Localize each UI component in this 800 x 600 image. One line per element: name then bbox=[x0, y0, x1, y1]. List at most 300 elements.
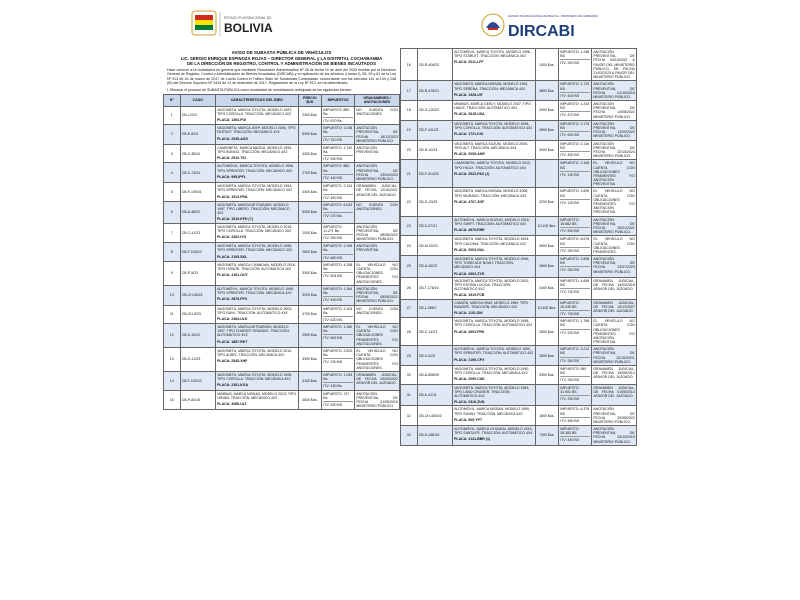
row-description bbox=[215, 106, 298, 125]
row-precio: 10.400 $us. bbox=[535, 299, 559, 318]
row-description-text: AUTOMÓVIL, MARCA TOYOTA, MODELO 1995, TIPO SPRINTER. TRACCIÓN: MECÁNICA 4X2 bbox=[217, 286, 294, 295]
row-itv: ITV: 450 BS bbox=[560, 436, 590, 442]
right-column bbox=[400, 48, 637, 600]
row-impuesto: IMPUESTO: 2.199 Bs. bbox=[323, 244, 353, 253]
table-row bbox=[164, 243, 400, 262]
row-placa: PLACA: 4161-GUY bbox=[217, 273, 248, 278]
row-impuesto: IMPUESTO: 6.379 BS bbox=[560, 407, 590, 416]
row-itv: ITV: 330 BS. bbox=[323, 401, 353, 407]
row-description bbox=[452, 318, 535, 346]
row-description-text: VAGONETA, MARCA TOYOTA, MODELO 1997, TIPO COROLLA. TRACCIÓN: MECÁNICO 4X2 bbox=[217, 107, 293, 116]
row-description-text: AUTOMÓVIL, MARCA HYUNDAI, MODELO 2015, TIPO SANTA FE. TRACCIÓN: AUTOMÁTICO 4X4 bbox=[454, 427, 533, 436]
row-caso: CB-A-26/23 bbox=[417, 256, 452, 278]
row-impuesto: IMPUESTO: 1.038 Bs. bbox=[323, 126, 353, 135]
row-gravamenes: ANOTACIÓN PREVENTIVA, DE FECHA 11/09/2022 MINISTERIO PÚBLICO. bbox=[593, 121, 635, 139]
row-itv: ITV: 330 BS bbox=[560, 247, 590, 253]
row-precio: 3200 $us. bbox=[298, 285, 322, 305]
row-gravamenes: ANOTACIÓN PREVENTIVA, DE FECHA 29/08/2022 MINISTERIO PÚBLICO. bbox=[593, 407, 635, 424]
row-precio: 2600 $us. bbox=[535, 318, 559, 346]
row-precio: 3100 $us. bbox=[298, 371, 322, 390]
row-gravamenes: ANOTACIÓN PREVENTIVA, DE FECHA 22/10/2023 MINISTERIO PÚBLICO. bbox=[593, 141, 635, 159]
row-caso: CB-E-8/23 bbox=[180, 125, 215, 145]
row-description-text: VAGONETA, MARCA TOYOTA, MODELO 1990, TIPO COROLLA. TRACCIÓN: MECÁNICA 4X2 bbox=[454, 367, 530, 376]
row-precio: 3800 $us. bbox=[535, 81, 559, 101]
row-itv: ITV: 530 BS bbox=[560, 227, 590, 233]
row-description bbox=[452, 120, 535, 140]
row-description-text: VAGONETA, MARCA TOYOTA, MODELO 1996, TIPO TOWN ACE NOAH. TRACCIÓN: MECÁNICO 4X4 bbox=[454, 257, 530, 270]
row-number: 3 bbox=[164, 144, 181, 163]
table-row bbox=[401, 256, 637, 278]
row-description-text: VAGONETA, MARCA SUZUKI, MODELO 2006, TIPO ALT. TRACCIÓN: MECÁNICA 4X4 bbox=[454, 141, 529, 150]
row-itv: ITV: 620 BS. bbox=[323, 316, 353, 322]
row-gravamenes: EL VEHÍCULO NO CUENTA CON OBLIGACIONES PENDIENTES Y/O ANOTACIÓN PREVENTIVA bbox=[593, 189, 635, 215]
row-caso: CB-CH-9/23 bbox=[180, 305, 215, 324]
row-impuesto: IMPUESTO: 2.212 BS bbox=[560, 347, 590, 356]
row-gravamenes: EL VEHÍCULO NO CUENTA CON OBLIGACIONES PENDIENTES Y/O ANOTACIONES. bbox=[356, 325, 398, 346]
row-impuesto: IMPUESTO: 31.901 BS bbox=[560, 385, 580, 394]
table-row bbox=[401, 406, 637, 426]
row-impuestos bbox=[322, 371, 355, 390]
row-itv: ITV: 130 BS bbox=[560, 199, 590, 205]
row-impuestos bbox=[322, 201, 355, 223]
row-gravamenes: GRAVAMEN JUDICIAL, DE FECHA 09/03/2022 AFAVOR DEL JUZGADO. bbox=[355, 371, 400, 390]
row-impuestos bbox=[559, 346, 592, 366]
row-impuestos bbox=[322, 223, 355, 243]
row-impuesto: IMPUESTO: 1.766 BS bbox=[560, 319, 590, 328]
row-caso: CB-T-176/16 bbox=[417, 277, 452, 299]
row-description bbox=[452, 366, 535, 385]
row-precio: 3200 $us. bbox=[535, 188, 559, 216]
row-caso: CB-A-48/22 bbox=[180, 201, 215, 223]
table-row bbox=[401, 346, 637, 366]
row-number: 16 bbox=[401, 49, 418, 81]
row-impuestos bbox=[322, 305, 355, 324]
row-impuestos bbox=[322, 324, 355, 348]
row-impuestos bbox=[322, 390, 355, 410]
row-number: 20 bbox=[401, 140, 418, 160]
row-placa: PLACA: 1819-KFH (?) bbox=[217, 217, 253, 222]
row-precio: 4700 $us. bbox=[298, 305, 322, 324]
row-impuesto: IMPUESTO: 2.346 BS bbox=[560, 161, 590, 170]
row-description-text: VAGONETA, MARCA TOYOTA, MODELO 1989, TIPO LAND CRUISER. TRACCIÓN: AUTOMÁTICO 4X4 bbox=[454, 385, 530, 398]
row-itv: ITV: 430 Bs. bbox=[323, 382, 353, 388]
row-precio: 2700 $us. bbox=[298, 163, 322, 183]
row-description-text: AUTOMÓVIL, MARCA TOYOTA, MODELO 1996, TIPO SPRINTER. TRACCIÓN: MECÁNICO 4X2 bbox=[217, 164, 294, 173]
row-description bbox=[215, 305, 298, 324]
row-placa: PLACA: 4262-IYG bbox=[217, 234, 247, 239]
row-impuesto: IMPUESTO: 6.675 BS bbox=[560, 237, 590, 246]
row-precio: 3500 $us. bbox=[535, 236, 559, 256]
row-precio: 10.100 $us. bbox=[535, 216, 559, 236]
row-impuesto: IMPUESTO: 950 BS bbox=[560, 367, 587, 376]
row-precio: 4300 $us. bbox=[298, 144, 322, 163]
row-caso: CB-X-35/24 bbox=[180, 144, 215, 163]
row-placa: PLACA: 3088-ULT. bbox=[217, 401, 248, 406]
row-impuestos bbox=[559, 366, 592, 385]
row-impuesto: IMPUESTO: 1.729 BS bbox=[560, 82, 590, 91]
row-impuesto: IMPUESTO: 2.124 Bs. bbox=[323, 184, 353, 193]
row-caso: CB-A-808/09 bbox=[417, 366, 452, 385]
row-gravamenes: NO CUENTA CON ANOTACIONES. bbox=[355, 201, 400, 223]
row-precio: 2400 $us. bbox=[298, 106, 322, 125]
row-description bbox=[215, 390, 298, 410]
row-description-text: VAGONETA, MARCA TOYOTA, MODELO 1995, TIPO COROLLA. TRACCIÓN: MECÁNICA 4X2 bbox=[217, 372, 293, 382]
row-placa: PLACA: 1101-SIK bbox=[454, 310, 483, 315]
row-number: 7 bbox=[164, 223, 181, 243]
row-impuesto: IMPUESTO: 1.053 Bs. bbox=[323, 372, 353, 382]
row-precio bbox=[535, 384, 559, 406]
row-number: 6 bbox=[164, 201, 181, 223]
row-itv: ITV: 730 BS bbox=[560, 288, 590, 294]
row-impuestos bbox=[559, 299, 592, 318]
row-number: 8 bbox=[164, 243, 181, 262]
row-caso: CB-F-101/21 bbox=[417, 120, 452, 140]
row-placa: PLACA: 2195-SKL bbox=[217, 254, 248, 259]
row-placa: PLACA: 2196-CPX bbox=[454, 357, 485, 362]
row-description bbox=[215, 223, 298, 243]
row-gravamenes: ANOTACIÓN PREVENTIVA, DE FECHA 01/10/2015 MINISTERIO PÚBLICO. bbox=[593, 82, 635, 99]
row-impuesto: IMPUESTO: 1.354 Bs. bbox=[323, 286, 353, 295]
doc-item-i: I. Efectuar el proceso de SUBASTA PÚBLICA como modalidad de monetización anticipada de los siguientes bienes: bbox=[167, 87, 352, 92]
row-impuesto: IMPUESTO: 11.271 Bs. bbox=[323, 224, 343, 233]
table-row bbox=[401, 277, 637, 299]
row-precio: 2500 $us. bbox=[535, 346, 559, 366]
row-impuesto: IMPUESTO: 28.383 BS bbox=[560, 427, 580, 436]
row-precio: 3300 $us. bbox=[298, 348, 322, 372]
table-row bbox=[164, 201, 400, 223]
row-gravamenes: NO CUENTA CON ANOTACIONES. bbox=[355, 305, 400, 324]
row-impuestos bbox=[322, 125, 355, 145]
row-description bbox=[452, 49, 535, 81]
row-precio: 2800 $us. bbox=[535, 120, 559, 140]
row-placa: PLACA: 2035-AIZX bbox=[217, 136, 249, 141]
row-precio: 3000 $us. bbox=[535, 140, 559, 160]
vehicle-table-right bbox=[400, 48, 637, 446]
row-number: 32 bbox=[401, 406, 418, 426]
row-precio: 3400 $us. bbox=[298, 183, 322, 202]
table-row bbox=[401, 366, 637, 385]
row-itv: ITV: 630 BS bbox=[560, 131, 590, 137]
row-impuestos bbox=[559, 160, 592, 188]
row-gravamenes: ANOTACIÓN PREVENTIVA, DE FECHA 08/08/2022 MINISTERIO PÚBLICO. bbox=[356, 286, 398, 304]
table-row bbox=[164, 261, 400, 285]
row-description-text: CAMIÓN, MARCA HINO, MODELO 1989, TIPO RANGER. TRACCIÓN: MECÁNICO 4X2 bbox=[454, 300, 529, 309]
row-gravamenes: ANOTACIÓN PREVENTIVA, DE FECHA 14/08/2022 MINISTERIO PÚBLICO. bbox=[593, 102, 635, 119]
row-description bbox=[215, 243, 298, 262]
row-placa: PLACA: 4707-ZGF bbox=[454, 199, 485, 204]
row-description bbox=[215, 183, 298, 202]
row-number: 17 bbox=[401, 81, 418, 101]
row-impuesto: IMPUESTO: 1.242 BS bbox=[560, 102, 590, 111]
row-impuesto: IMPUESTO: 1.180 Bs. bbox=[323, 325, 353, 334]
row-description bbox=[452, 256, 535, 278]
row-impuesto: IMPUESTO: 850 Bs. bbox=[323, 107, 350, 116]
row-placa: PLACA: 4141-BBR (1) bbox=[454, 437, 491, 442]
bolivia-logo bbox=[190, 8, 300, 40]
table-row bbox=[164, 106, 400, 125]
row-description bbox=[215, 371, 298, 390]
row-gravamenes: ANOTACIÓN PREVENTIVA, DE FECHA 25/01/2021 MINISTERIO PÚBLICO. bbox=[593, 217, 635, 235]
row-impuesto: IMPUESTO: 1.742 Bs. bbox=[323, 145, 353, 155]
header-gravamenes: GRAVÁMENES / ANOTACIONES bbox=[355, 94, 400, 106]
row-impuesto: IMPUESTO: 4.258 Bs. bbox=[323, 262, 353, 271]
row-description-text: VAGONETA, MARCA TOYOTA, MODELO 1996, TIPO SPRINTER. TRACCIÓN: MECÁNICO 4X2 bbox=[217, 244, 293, 253]
table-row bbox=[164, 348, 400, 372]
row-placa: PLACA: 1721-KIU bbox=[454, 132, 484, 137]
bolivia-emblem-icon bbox=[192, 11, 216, 35]
row-description-text: AUTOMÓVIL, MARCA TOYOTA, MODELO 1996, TIPO STARLET. TRACCIÓN: MECÁNICA 4X2 bbox=[454, 50, 531, 59]
row-gravamenes: ANOTACIÓN PREVENTIVA, DE FECHA 21/05/2015 MINISTERIO PÚBLICO. bbox=[356, 391, 398, 409]
row-description bbox=[215, 125, 298, 145]
row-precio: 2400 $us. bbox=[535, 49, 559, 81]
row-impuesto: IMPUESTO: 747 Bs. bbox=[323, 391, 350, 400]
row-caso: CB-G-485/19 bbox=[417, 426, 452, 446]
row-impuestos bbox=[322, 243, 355, 262]
row-placa: PLACA: 2008-AKR bbox=[454, 151, 485, 156]
row-description-text: VAGONETA, MARCA TOYOTA, MODELO 2010, TIPO AURIS. TRACCIÓN: MECÁNICA 4X2 bbox=[217, 349, 293, 358]
row-placa: PLACA: 2090-CUK bbox=[454, 377, 485, 382]
row-impuestos bbox=[559, 216, 592, 236]
row-number: 11 bbox=[164, 305, 181, 324]
row-number: 13 bbox=[164, 348, 181, 372]
table-row bbox=[401, 318, 637, 346]
row-itv: ITV: 310 BS. bbox=[323, 136, 353, 142]
row-itv: ITV: 230 BS bbox=[560, 329, 590, 335]
table-row bbox=[401, 236, 637, 256]
row-impuestos bbox=[559, 277, 592, 299]
row-gravamenes: GRAVAMEN JUDICIAL, DE FECHA 14/03/2016 AFAVOR DEL JUZGADO. bbox=[592, 277, 637, 299]
row-description bbox=[215, 201, 298, 223]
row-caso: CB-CH-405/22 bbox=[417, 406, 452, 426]
row-itv: ITV: 440 BS. bbox=[323, 174, 353, 180]
row-itv: ITV: 330 BS bbox=[560, 59, 590, 65]
table-row bbox=[401, 120, 637, 140]
row-description bbox=[215, 285, 298, 305]
row-impuestos bbox=[322, 163, 355, 183]
row-itv: ITV: 230 BS. bbox=[323, 358, 353, 364]
row-precio: 1000 $us. bbox=[298, 223, 322, 243]
row-impuesto: IMPUESTO: 1.808 BS bbox=[560, 257, 590, 266]
row-precio: 3300 $us. bbox=[535, 366, 559, 385]
row-caso: CB-C-41/22 bbox=[180, 223, 215, 243]
table-row bbox=[401, 426, 637, 446]
row-placa: PLACA: 2603-FRK bbox=[454, 329, 485, 334]
row-itv: ITV: 390 BS. bbox=[323, 234, 353, 240]
row-caso: CB-R-406/22 bbox=[417, 49, 452, 81]
row-description-text: MINIBUS, MARCA GEELY, MODELO 2007, TIPO HIACE. TRACCIÓN: AUTOMÁTICO 4X2 bbox=[454, 102, 531, 111]
row-description-text: MINIBUS, MARCA NISSAN, MODELO 2013, TIPO URVAN. TRACCIÓN: MECÁNICO 4X2 bbox=[217, 391, 296, 400]
table-row bbox=[164, 285, 400, 305]
row-gravamenes: ANOTACIÓN PREVENTIVA, DE FECHA 04/10/2021 A FAVOR DEL MINISTERIO PÚBLICO, DE FECHA 21/03/2023 A FAVOR DEL MINISTERIO PÚBLICO bbox=[593, 50, 635, 80]
row-caso: CB-R-476/21 bbox=[417, 81, 452, 101]
dircabi-logo-main: DIRCABI bbox=[508, 23, 575, 40]
row-caso: CB-L-289/7 bbox=[417, 299, 452, 318]
row-caso: CB-C-67/21 bbox=[417, 216, 452, 236]
row-precio: 2400 $us. bbox=[535, 277, 559, 299]
row-itv: ITV: 330 BS bbox=[560, 395, 590, 401]
row-description-text: AUTOMÓVIL, MARCA TOYOTA, MODELO 1990, TIPO SPRINTER. TRACCIÓN: AUTOMÁTICO 4X2 bbox=[454, 347, 534, 356]
row-number: 15 bbox=[164, 390, 181, 410]
row-gravamenes: ANOTACIÓN PREVENTIVA, DE FECHA 24/10/2019 MINISTERIO PÚBLICO. bbox=[593, 427, 635, 444]
header-num: Nº bbox=[164, 94, 181, 106]
row-number: 27 bbox=[401, 299, 418, 318]
row-gravamenes: EL VEHÍCULO NO CUENTA CON OBLIGACIONES PENDIENTES Y/O ANOTACIONES. bbox=[356, 262, 398, 284]
row-description bbox=[215, 348, 298, 372]
row-impuesto: IMPUESTO: 860 Bs. bbox=[323, 164, 350, 173]
row-gravamenes: ANOTACIÓN PREVENTIVA. bbox=[355, 144, 400, 163]
table-row bbox=[401, 49, 637, 81]
row-itv: ITV: 530 BS. bbox=[323, 155, 353, 161]
row-impuesto: IMPUESTO: 2.179 BS bbox=[560, 121, 590, 130]
row-impuesto: IMPUESTO: 2.103 Bs. bbox=[323, 306, 353, 315]
table-row bbox=[401, 188, 637, 216]
row-itv: ITV: 330 BS bbox=[560, 376, 590, 382]
row-impuestos bbox=[322, 285, 355, 305]
row-gravamenes: GRAVAMEN JUDICIAL, DE FECHA 01/08/2014 AFAVOR DEL JUZGADO. bbox=[592, 384, 637, 406]
bolivia-logo-main: BOLIVIA bbox=[224, 21, 273, 35]
row-description-text: CAMIONETA, MARCA MAZDA, MODELO 1994, TIPO BONGO. TRACCIÓN: MECÁNICO 4X2 bbox=[217, 145, 293, 155]
row-description bbox=[452, 277, 535, 299]
row-itv: ITV: 450 BS bbox=[560, 417, 590, 423]
row-impuestos bbox=[559, 120, 592, 140]
row-precio: 3200 $us. bbox=[298, 201, 322, 223]
row-placa: PLACA: 905-YPT bbox=[454, 417, 483, 422]
table-row bbox=[164, 390, 400, 410]
doc-intro: Hace conocer a la ciudadanía en general que mediante Resolución Administrativa Nº 35 de fecha 10 de abril del 2025 emitida por la Dirección General de Registro, Control y Administración de Bienes Incautados (DIRCABI) y en aplicación de los artículos 4 inciso f), 55, 59 y 61 de la Ley Nº 913 de 16 de marzo de 2017 de Lucha Contra el Tráfico Ilícito de Sustancias Controladas, concordante con los artículos 141 al 144 y 148 (III) del Decreto Supremo Nº 3434 de 13 de diciembre de 2017, Reglamento de la Ley Nº 913, se ha determinado: bbox=[167, 68, 396, 86]
row-number: 23 bbox=[401, 216, 418, 236]
row-description-text: AUTOMÓVIL, MARCA SUZUKI, MODELO 2016, TIPO SWIFT. TRACCIÓN: AUTOMÁTICO 4X2 bbox=[454, 217, 530, 226]
table-row bbox=[401, 160, 637, 188]
doc-subtitle-2: DE LA DIRECCIÓN DE REGISTRO, CONTROL Y ADMINISTRACIÓN DE BIENES INCAUTADOS bbox=[187, 61, 376, 66]
row-gravamenes: ANOTACIÓN PREVENTIVA. bbox=[355, 243, 400, 262]
row-number: 28 bbox=[401, 318, 418, 346]
row-gravamenes: GRAVAMEN JUDICIAL, DE FECHA 12/10/2021 AFAVOR DEL JUZGADO. bbox=[355, 183, 400, 202]
row-number: 12 bbox=[164, 324, 181, 348]
page-header bbox=[0, 0, 800, 46]
row-placa: PLACA: 1919-FCB bbox=[454, 293, 485, 298]
row-itv: ITV: 470 BS bbox=[560, 111, 590, 117]
row-impuestos bbox=[559, 188, 592, 216]
row-caso: CB-P-5/23 bbox=[180, 261, 215, 285]
row-number: 14 bbox=[164, 371, 181, 390]
table-row bbox=[164, 125, 400, 145]
row-description bbox=[452, 188, 535, 216]
row-description-text: VAGONETA, MARCA MITSUBISHI, MODELO 1997, TIPO LIBERO. TRACCIÓN: MECÁNICO 4X2 bbox=[217, 202, 290, 216]
row-precio: 2900 $us. bbox=[298, 324, 322, 348]
row-itv: ITV: 670 Bs. bbox=[323, 117, 353, 123]
row-number: 29 bbox=[401, 346, 418, 366]
row-impuestos bbox=[559, 236, 592, 256]
row-precio: 6300 $us. bbox=[298, 125, 322, 145]
row-impuestos bbox=[322, 261, 355, 285]
row-number: 25 bbox=[401, 256, 418, 278]
row-description-text: VAGONETA, MARCA TOYOTA, MODELO 1994, TIPO CALDINA. TRACCIÓN: MECÁNICA 4X2 bbox=[454, 237, 530, 246]
row-gravamenes: EL VEHÍCULO NO CUENTA CON OBLIGACIONES PENDIENTES Y/O ANOTACIÓN PREVENTIVA. bbox=[593, 319, 635, 345]
row-gravamenes: ANOTACIÓN PREVENTIVA, DE FECHA 18/12/2023 MINISTERIO PÚBLICO bbox=[356, 126, 398, 143]
row-number: 31 bbox=[401, 384, 418, 406]
row-precio: 7300 $us. bbox=[535, 426, 559, 446]
row-description-text: VAGONETA, MARCA NISSAN, MODELO 1994, TIPO SERENA. TRACCIÓN: MECÁNICA 4X2 bbox=[454, 82, 529, 91]
row-description bbox=[452, 160, 535, 188]
row-impuestos bbox=[559, 384, 592, 406]
row-description-text: VAGONETA, MARCA TOYOTA, MODELO 1998, TIPO COROLLA. TRACCIÓN: AUTOMÁTICO 4X2 bbox=[454, 121, 533, 130]
table-row bbox=[401, 101, 637, 121]
row-placa: PLACA: 1926-UIT bbox=[454, 92, 483, 97]
left-column bbox=[163, 48, 400, 600]
row-caso: CB-X-73/24 bbox=[180, 163, 215, 183]
table-row bbox=[164, 324, 400, 348]
row-itv: ITV: 130 BS bbox=[560, 171, 590, 177]
row-impuestos bbox=[559, 426, 592, 446]
row-number: 21 bbox=[401, 160, 418, 188]
row-itv: ITV: 730 BS bbox=[560, 310, 590, 316]
row-impuesto: IMPUESTO: 6.043 Bs. bbox=[323, 202, 353, 211]
row-number: 1 bbox=[164, 106, 181, 125]
row-impuestos bbox=[559, 406, 592, 426]
row-description bbox=[452, 406, 535, 426]
table-row bbox=[401, 140, 637, 160]
row-caso: CB-K-41/11 bbox=[417, 384, 452, 406]
row-description bbox=[452, 299, 535, 318]
header-caracteristicas: CARACTERÍSTICAS DEL BIEN bbox=[215, 94, 298, 106]
row-number: 19 bbox=[401, 120, 418, 140]
row-number: 30 bbox=[401, 366, 418, 385]
row-itv: ITV: 490 BS. bbox=[323, 296, 353, 302]
row-impuestos bbox=[322, 144, 355, 163]
row-gravamenes: ANOTACIÓN PREVENTIVA, DE FECHA 22/10/2023, MINISTERIO PÚBLICO. bbox=[593, 347, 635, 364]
row-gravamenes: NO CUENTA CON ANOTACIONES. bbox=[355, 106, 400, 125]
row-itv: ITV: 450 BS bbox=[560, 151, 590, 157]
row-placa: PLACA: 1364-FGI bbox=[217, 117, 247, 122]
row-caso: CB-T-104/22 bbox=[180, 243, 215, 262]
row-gravamenes: GRAVAMEN JUDICIAL, DE FECHA 19/08/2014 AFAVOR DEL JUZGADO. bbox=[592, 366, 637, 385]
row-gravamenes: EL VEHÍCULO NO CUENTA CON OBLIGACIONES PENDIENTES. bbox=[593, 237, 635, 254]
row-impuestos bbox=[559, 256, 592, 278]
dircabi-logo-sub: ESTADO PLURINACIONAL DE BOLIVIA · MINISTERIO DE GOBIERNO bbox=[508, 14, 598, 18]
row-impuestos bbox=[559, 81, 592, 101]
row-caso: CB-P-83/15 bbox=[180, 390, 215, 410]
row-gravamenes: EL VEHÍCULO NO CUENTA CON OBLIGACIONES PENDIENTES Y/O ANOTACIONES. bbox=[356, 349, 398, 370]
row-impuestos bbox=[559, 140, 592, 160]
row-description-text: VAGONETA, MARCA TOYOTA, MODELO 1998, TIPO COROLLA. TRACCIÓN: AUTOMÁTICO 4X2 bbox=[454, 319, 533, 328]
row-number: 33 bbox=[401, 426, 418, 446]
row-placa: PLACA: 2281-KGA bbox=[217, 383, 249, 388]
row-impuestos bbox=[559, 101, 592, 121]
row-precio: 1600 $us. bbox=[535, 406, 559, 426]
row-placa: PLACA: 2522-PAX (1) bbox=[454, 171, 490, 176]
table-row bbox=[164, 144, 400, 163]
row-caso: CB-I-2/23 bbox=[180, 106, 215, 125]
row-caso: CB-G-23/23 bbox=[417, 188, 452, 216]
table-row bbox=[401, 216, 637, 236]
row-gravamenes: ANOTACIÓN PREVENTIVA, DE FECHA 23/04/2024 MINISTERIO PÚBLICO. bbox=[356, 164, 398, 181]
row-itv: ITV: 400 BS bbox=[560, 92, 590, 98]
row-description bbox=[452, 81, 535, 101]
row-impuestos bbox=[322, 106, 355, 125]
row-description bbox=[452, 384, 535, 406]
row-impuestos bbox=[559, 318, 592, 346]
row-gravamenes: ANOTACIÓN PREVENTIVA, DE FECHA 08/08/2022 MINISTERIO PÚBLICO. bbox=[356, 224, 398, 242]
row-placa: PLACA: 4879-RHE bbox=[454, 227, 485, 232]
row-number: 24 bbox=[401, 236, 418, 256]
table-row bbox=[401, 384, 637, 406]
row-caso: CB-T-102/22 bbox=[180, 371, 215, 390]
doc-title: AVISO DE SUBASTA PÚBLICA DE VEHÍCULOS bbox=[231, 50, 332, 55]
header-impuestos: IMPUESTOS bbox=[322, 94, 355, 106]
row-placa: PLACA: 2316-ZUN bbox=[454, 400, 485, 405]
row-placa: PLACA: 2011-LFF bbox=[454, 60, 484, 65]
row-caso: CB-F-105/21 bbox=[180, 183, 215, 202]
